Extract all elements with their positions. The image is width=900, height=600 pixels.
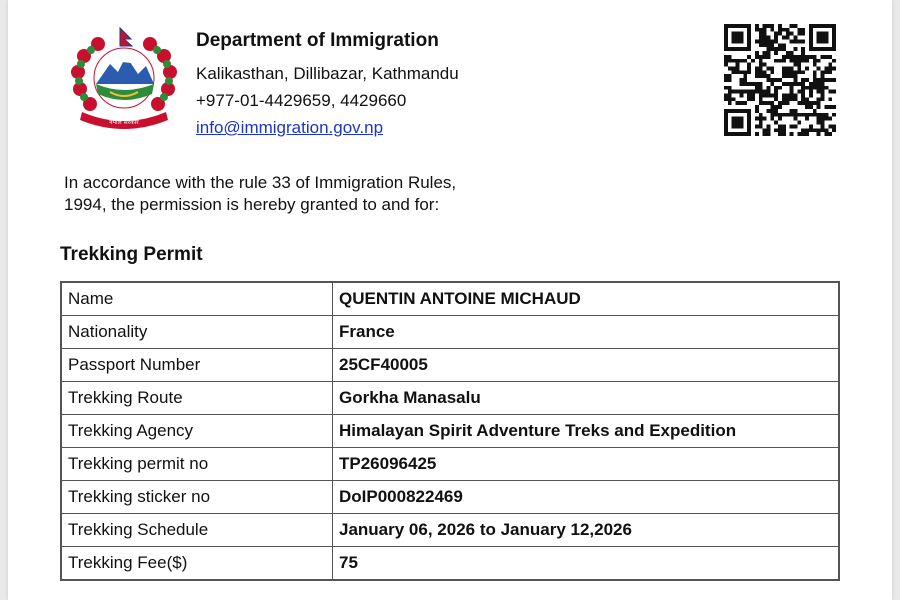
- permit-table: [60, 281, 840, 581]
- emblem-motto: नेपाल सरकार: [109, 119, 139, 126]
- intro-line-2: 1994, the permission is hereby granted to and for:: [64, 195, 440, 214]
- row-label: Trekking Agency: [61, 415, 333, 448]
- table-row: [61, 282, 839, 316]
- row-value: QUENTIN ANTOINE MICHAUD: [333, 282, 840, 316]
- qr-code-icon: [724, 24, 836, 136]
- row-value: 25CF40005: [333, 349, 840, 382]
- row-label: Passport Number: [61, 349, 333, 382]
- row-label: Trekking sticker no: [61, 481, 333, 514]
- row-label: Trekking Route: [61, 382, 333, 415]
- intro-paragraph: [64, 172, 524, 216]
- table-row: [61, 382, 839, 415]
- row-value: Gorkha Manasalu: [333, 382, 840, 415]
- table-row: [61, 349, 839, 382]
- row-value: DoIP000822469: [333, 481, 840, 514]
- row-value: TP26096425: [333, 448, 840, 481]
- issuer-name: Department of Immigration: [196, 30, 439, 51]
- intro-line-1: In accordance with the rule 33 of Immigration Rules,: [64, 173, 457, 192]
- row-value: January 06, 2026 to January 12,2026: [333, 514, 840, 547]
- issuer-phone: +977-01-4429659, 4429660: [196, 91, 407, 110]
- row-label: Nationality: [61, 316, 333, 349]
- table-row: [61, 514, 839, 547]
- issuer-email-link[interactable]: info@immigration.gov.np: [196, 118, 384, 137]
- table-row: [61, 316, 839, 349]
- permit-title: Trekking Permit: [60, 244, 203, 265]
- row-value: Himalayan Spirit Adventure Treks and Expedition: [333, 415, 840, 448]
- row-label: Trekking Schedule: [61, 514, 333, 547]
- issuer-address: Kalikasthan, Dillibazar, Kathmandu: [196, 64, 459, 83]
- row-value: 75: [333, 547, 840, 581]
- row-label: Name: [61, 282, 333, 316]
- table-row: [61, 448, 839, 481]
- issuer-block: [196, 30, 459, 141]
- table-row: [61, 547, 839, 581]
- document-page: [8, 0, 892, 600]
- row-label: Trekking Fee($): [61, 547, 333, 581]
- nepal-emblem-icon: [64, 26, 184, 130]
- row-label: Trekking permit no: [61, 448, 333, 481]
- row-value: France: [333, 316, 840, 349]
- table-row: [61, 415, 839, 448]
- table-row: [61, 481, 839, 514]
